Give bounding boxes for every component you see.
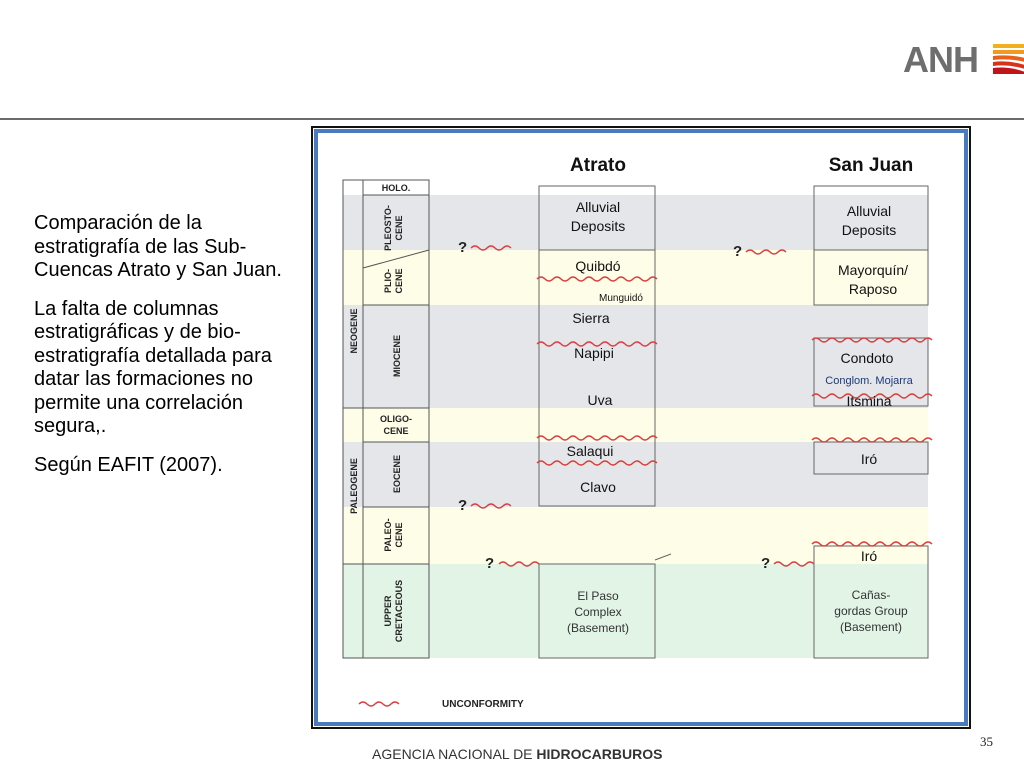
atrato-alluvial-2: Deposits [570,218,626,234]
paragraph-comparison: Comparación de la estratigrafía de las Sub-Cuencas Atrato y San Juan. [34,212,282,281]
atrato-title: Atrato [570,155,626,176]
epoch-upper-2: CRETACEOUS [394,579,404,643]
sanjuan-title: San Juan [828,155,914,176]
atrato-elpaso-2: Complex [574,605,622,619]
sanjuan-canas-3: (Basement) [839,620,903,634]
period-paleogene: PALEOGENE [349,458,359,514]
atrato-munguido: Munguidó [599,293,643,304]
legend-unconformity: UNCONFORMITY [442,699,524,710]
description-text [34,212,294,492]
epoch-holo: HOLO. [381,183,411,193]
sanjuan-canas-2: gordas Group [834,604,908,618]
question-mark: ? [485,555,495,572]
question-mark: ? [761,555,771,572]
paragraph-lack-of-columns: La falta de columnas estratigráficas y de bio-estratigrafía detallada para datar las formaciones no permite una correlación segura,. [34,297,272,437]
epoch-eocene: EOCENE [392,454,402,494]
atrato-elpaso-1: El Paso [577,589,619,603]
atrato-quibdo: Quibdó [575,258,621,274]
atrato-elpaso-3: (Basement) [566,621,630,635]
sanjuan-iro-1: Iró [860,451,878,467]
epoch-plio-2: CENE [394,268,404,294]
sanjuan-conglom: Conglom. Mojarra [825,375,913,387]
paragraph-source: Según EAFIT (2007). [34,453,223,476]
sanjuan-canas-1: Cañas- [851,588,891,602]
epoch-upper-1: UPPER [383,595,393,627]
atrato-uva: Uva [587,392,613,408]
atrato-sierra: Sierra [572,310,610,326]
atrato-salaqui: Salaqui [566,443,614,459]
epoch-oligo-2: CENE [383,426,409,436]
page-number: 35 [980,734,993,749]
header-divider [0,118,1024,120]
sanjuan-iro-2: Iró [860,548,878,564]
epoch-miocene: MIOCENE [392,334,402,378]
footer-prefix: AGENCIA NACIONAL DE [372,746,537,762]
logo-text: ANH [903,39,978,80]
epoch-paleo-1: PALEO- [383,518,393,552]
epoch-plio-1: PLIO- [383,269,393,293]
period-neogene: NEOGENE [349,308,359,354]
atrato-clavo: Clavo [580,479,616,495]
epoch-pleisto-1: PLEOSTO- [383,205,393,251]
epoch-paleo-2: CENE [394,522,404,548]
sanjuan-alluvial-2: Deposits [841,222,897,238]
stratigraphic-chart [311,126,971,729]
epoch-oligo-1: OLIGO- [380,414,412,424]
sanjuan-condoto: Condoto [840,350,894,366]
sanjuan-mayorquin-1: Mayorquín/ [837,262,909,278]
footer-agency [372,746,662,762]
sanjuan-mayorquin-2: Raposo [848,281,898,297]
footer-bold: HIDROCARBUROS [536,746,663,762]
epoch-pleisto-2: CENE [394,215,404,241]
logo-flag-icon [993,44,1024,74]
anh-logo [903,40,1024,80]
question-mark: ? [733,243,743,260]
question-mark: ? [458,497,468,514]
atrato-alluvial-1: Alluvial [575,199,621,215]
question-mark: ? [458,239,468,256]
sanjuan-itsmina: Itsmina [846,393,892,409]
atrato-napipi: Napipi [574,345,614,361]
sanjuan-alluvial-1: Alluvial [846,203,892,219]
